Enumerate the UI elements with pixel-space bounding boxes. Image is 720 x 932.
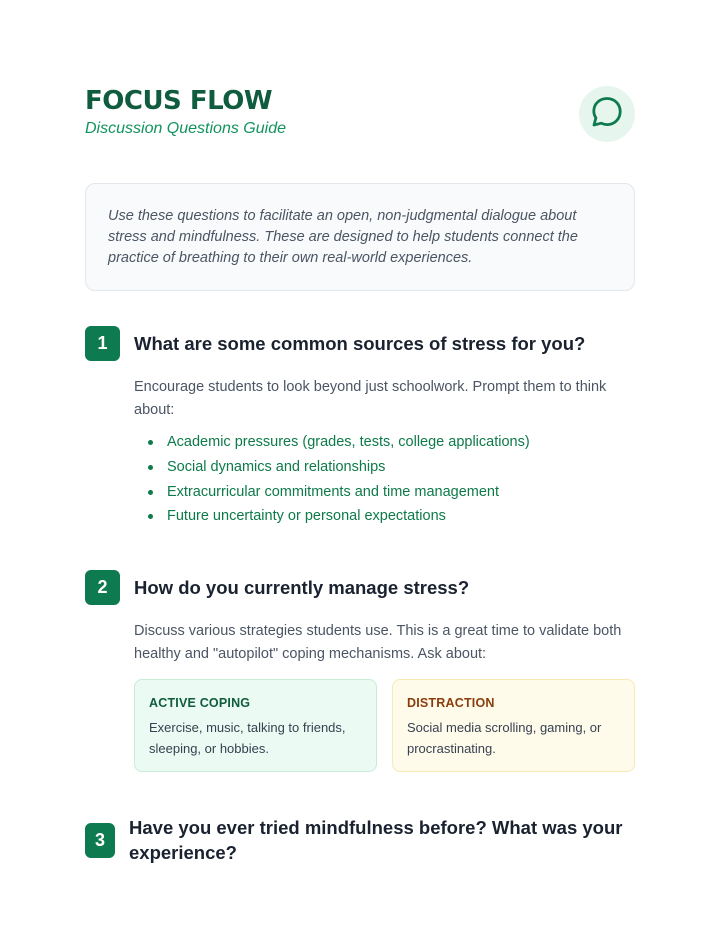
coping-cards <box>85 679 635 772</box>
page-subtitle: Discussion Questions Guide <box>85 120 286 137</box>
chat-bubble-icon <box>589 94 625 135</box>
question-title: How do you currently manage stress? <box>134 577 470 598</box>
card-text: Exercise, music, talking to friends, sleeping, or hobbies. <box>149 720 346 756</box>
question-2 <box>85 570 635 780</box>
question-3 <box>85 815 635 875</box>
intro-box <box>85 183 635 291</box>
brand-title: FOCUS FLOW <box>85 86 273 116</box>
active-coping-card <box>134 679 377 772</box>
question-description: Discuss various strategies students use. This is a great time to validate both healthy and "autopilot" coping mechanisms. Ask about: <box>134 623 622 662</box>
header <box>85 86 635 146</box>
question-1 <box>85 326 635 526</box>
list-item: Social dynamics and relationships <box>147 455 530 480</box>
question-title: Have you ever tried mindfulness before? What was your experience? <box>129 817 623 863</box>
question-number-badge: 2 <box>85 570 120 605</box>
list-item: Extracurricular commitments and time management <box>147 480 530 505</box>
question-description: Encourage students to look beyond just schoolwork. Prompt them to think about: <box>134 379 607 418</box>
card-title: ACTIVE COPING <box>149 696 251 710</box>
question-number-badge: 3 <box>85 823 115 858</box>
intro-text: Use these questions to facilitate an open, non-judgmental dialogue about stress and mindfulness. These are designed to help students connect the practice of breathing to their own real-world experiences. <box>108 208 578 266</box>
card-title: DISTRACTION <box>407 696 495 710</box>
list-item: Academic pressures (grades, tests, college applications) <box>147 430 530 455</box>
list-item: Future uncertainty or personal expectations <box>147 504 530 529</box>
card-text: Social media scrolling, gaming, or procrastinating. <box>407 720 602 756</box>
question-title: What are some common sources of stress for you? <box>134 333 586 354</box>
distraction-card <box>392 679 635 772</box>
chat-badge <box>579 86 635 142</box>
question-number-badge: 1 <box>85 326 120 361</box>
stress-sources-list <box>147 430 530 529</box>
